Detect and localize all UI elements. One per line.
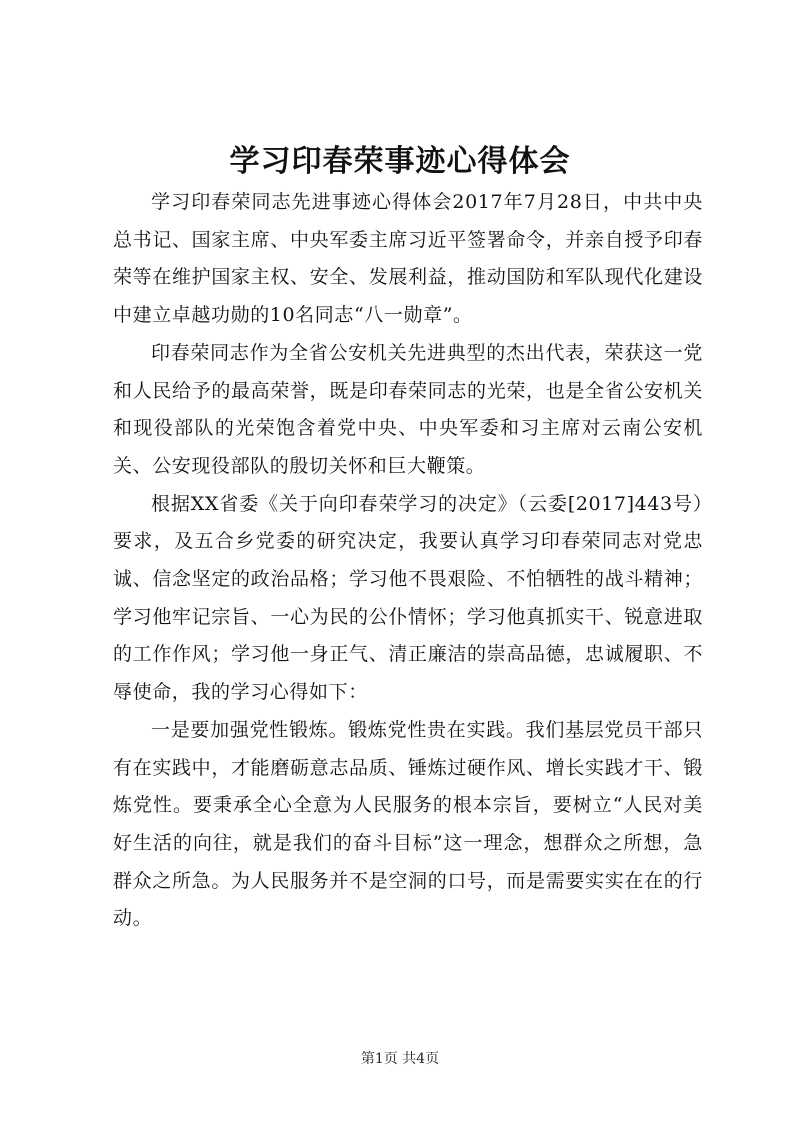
- document-body: [113, 184, 703, 938]
- paragraph-3: 根据XX省委《关于向印春荣学习的决定》（云委[2017]443号）要求，及五合乡党委的研究决定，我要认真学习印春荣同志对党忠诚、信念坚定的政治品格；学习他不畏艰险、不怕牺牲的战斗精神；学习他牢记宗旨、一心为民的公仆情怀；学习他真抓实干、锐意进取的工作作风；学习他一身正气、清正廉洁的崇高品德，忠诚履职、不辱使命，我的学习心得如下：: [113, 492, 703, 704]
- page-title: 学习印春荣事迹心得体会: [229, 144, 571, 179]
- paragraph-1: 学习印春荣同志先进事迹心得体会2017年7月28日，中共中央总书记、国家主席、中央军委主席习近平签署命令，并亲自授予印春荣等在维护国家主权、安全、发展利益，推动国防和军队现代化建设中建立卓越功勋的10名同志“八一勋章”。: [113, 191, 703, 327]
- paragraph-4: 一是要加强党性锻炼。锻炼党性贵在实践。我们基层党员干部只有在实践中，才能磨砺意志品质、锤炼过硬作风、增长实践才干、锻炼党性。要秉承全心全意为人民服务的根本宗旨，要树立“人民对美好生活的向往，就是我们的奋斗目标”这一理念，想群众之所想，急群众之所急。为人民服务并不是空洞的口号，而是需要实实在在的行动。: [113, 718, 703, 930]
- paragraph-2: 印春荣同志作为全省公安机关先进典型的杰出代表，荣获这一党和人民给予的最高荣誉，既是印春荣同志的光荣，也是全省公安机关和现役部队的光荣饱含着党中央、中央军委和习主席对云南公安机关、公安现役部队的殷切关怀和巨大鞭策。: [113, 341, 703, 477]
- page-footer: 第1页 共4页: [360, 1051, 440, 1067]
